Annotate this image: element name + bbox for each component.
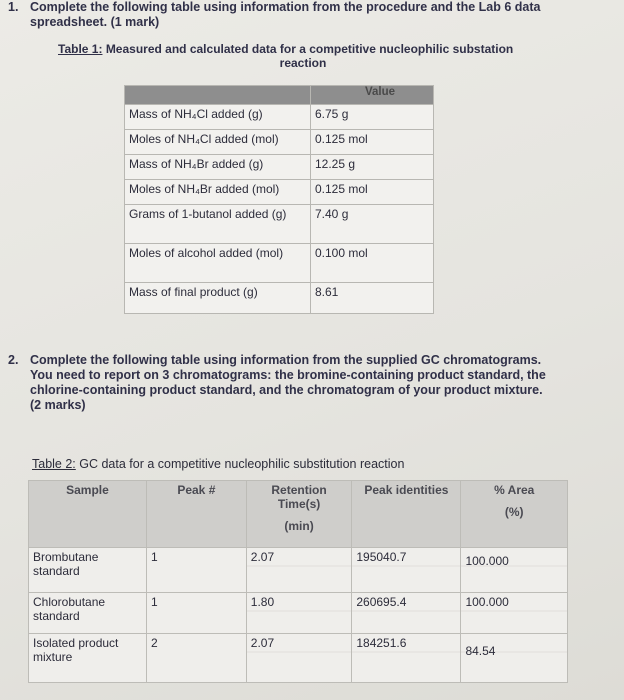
table-1-row	[125, 130, 434, 155]
table-2-header-sample: Sample	[29, 481, 147, 548]
table-2-header-peak: Peak #	[146, 481, 246, 548]
table-2-peak: 1	[146, 593, 246, 634]
question-1-text-line1: Complete the following table using information from the procedure and the Lab 6 data	[30, 0, 541, 14]
table-1-value: 7.40 g	[311, 205, 434, 244]
table-1-value: 6.75 g	[311, 105, 434, 130]
table-2-identity: 195040.7	[352, 548, 461, 593]
table-2-header-retention-label: Retention Time(s)	[271, 483, 327, 511]
table-2-retention: 1.80	[246, 593, 352, 634]
table-2-row	[29, 548, 568, 593]
table-1-row	[125, 180, 434, 205]
table-1	[124, 85, 434, 314]
table-2-caption-text: GC data for a competitive nucleophilic substitution reaction	[75, 457, 405, 471]
table-2-caption	[32, 457, 404, 471]
table-1-label: Mass of NH₄Br added (g)	[125, 155, 311, 180]
table-2-header-row	[29, 481, 568, 548]
question-2-text-line3: chlorine-containing product standard, and the chromatogram of your product mixture.	[30, 383, 543, 397]
table-2-retention: 2.07	[246, 548, 352, 593]
table-1-label: Mass of NH₄Cl added (g)	[125, 105, 311, 130]
table-2-header-area-label: % Area	[494, 483, 535, 497]
question-2-text-line2: You need to report on 3 chromatograms: the bromine-containing product standard, the	[30, 368, 546, 382]
table-2-peak: 2	[146, 634, 246, 683]
table-2-sample: Brombutane standard	[29, 548, 147, 593]
question-2	[8, 353, 608, 413]
table-1-caption	[58, 42, 578, 70]
table-2-retention: 2.07	[246, 634, 352, 683]
table-2	[28, 480, 568, 683]
table-2-header-identities: Peak identities	[352, 481, 461, 548]
table-1-label: Mass of final product (g)	[125, 283, 311, 314]
question-2-number: 2.	[8, 353, 19, 367]
question-2-text-line4: (2 marks)	[30, 398, 86, 412]
table-2-header-area-unit: (%)	[504, 505, 524, 519]
table-1-row	[125, 283, 434, 314]
table-1-value: 0.125 mol	[311, 130, 434, 155]
table-1-label: Moles of alcohol added (mol)	[125, 244, 311, 283]
table-2-peak: 1	[146, 548, 246, 593]
table-1-value: 12.25 g	[311, 155, 434, 180]
table-1-value: 0.100 mol	[311, 244, 434, 283]
table-1-caption-text: Measured and calculated data for a competitive nucleophilic substation	[105, 42, 514, 56]
table-2-row	[29, 634, 568, 683]
table-2-identity: 184251.6	[352, 634, 461, 683]
question-2-text-line1: Complete the following table using information from the supplied GC chromatograms.	[30, 353, 542, 367]
table-2-sample: Chlorobutane standard	[29, 593, 147, 634]
table-1-row	[125, 244, 434, 283]
table-2-area: 100.000	[461, 593, 568, 634]
table-1-row	[125, 105, 434, 130]
table-1-caption-label: Table 1:	[58, 42, 103, 56]
table-1-label: Grams of 1-butanol added (g)	[125, 205, 311, 244]
table-1-header-blank	[125, 86, 311, 105]
table-2-sample: Isolated product mixture	[29, 634, 147, 683]
table-2-caption-label: Table 2:	[32, 457, 76, 471]
table-1-value: 0.125 mol	[311, 180, 434, 205]
table-2-header-retention-unit: (min)	[284, 519, 314, 533]
table-1-header-row	[125, 86, 434, 105]
table-2-row	[29, 593, 568, 634]
table-1-value: 8.61	[311, 283, 434, 314]
table-2-area: 84.54	[461, 634, 568, 683]
question-1	[8, 0, 608, 30]
question-1-text-line2: spreadsheet. (1 mark)	[30, 15, 160, 29]
table-2-identity: 260695.4	[352, 593, 461, 634]
table-1-row	[125, 205, 434, 244]
question-1-number: 1.	[8, 0, 19, 14]
table-1-label: Moles of NH₄Br added (mol)	[125, 180, 311, 205]
table-2-area: 100.000	[461, 548, 568, 593]
table-1-header-value: Value	[311, 86, 434, 105]
table-2-header-area	[461, 481, 568, 548]
table-2-header-retention	[246, 481, 352, 548]
table-1-row	[125, 155, 434, 180]
table-1-caption-line2: reaction	[279, 56, 327, 70]
table-1-label: Moles of NH₄Cl added (mol)	[125, 130, 311, 155]
